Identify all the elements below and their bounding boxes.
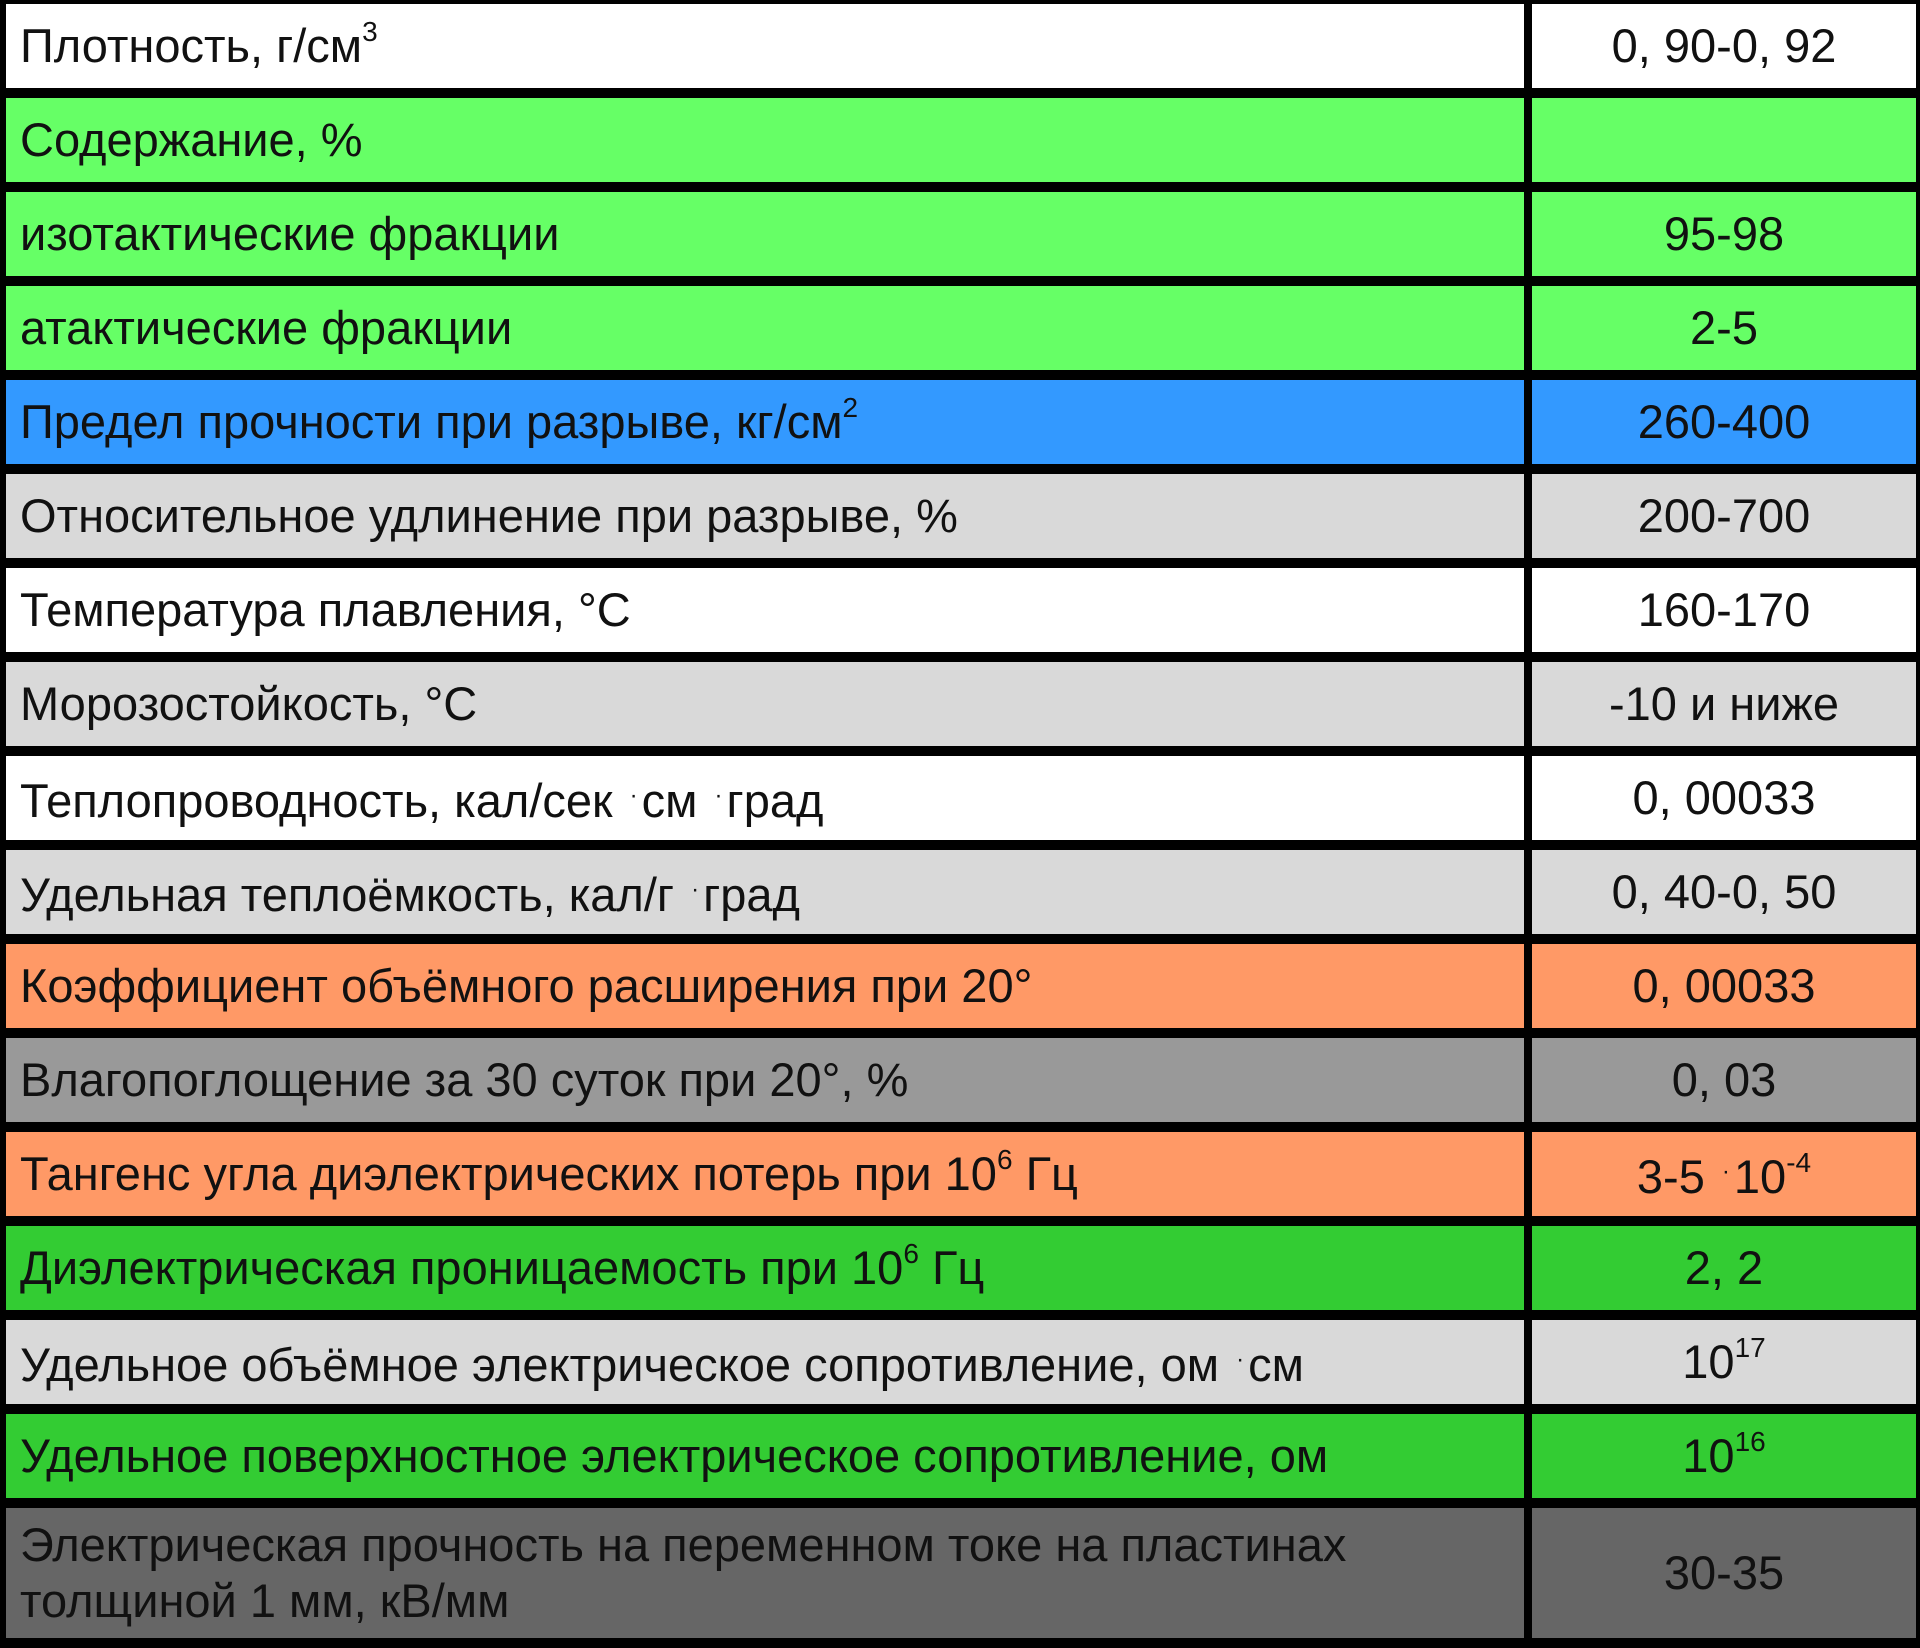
property-value: 0, 00033 [1532,756,1916,840]
property-value: 160-170 [1532,568,1916,652]
table-row [6,192,1916,276]
table-row [6,1508,1916,1638]
property-name: Удельное поверхностное электрическое сопротивление, ом [6,1414,1524,1498]
property-value: 2-5 [1532,286,1916,370]
table-row [6,286,1916,370]
property-value: 200-700 [1532,474,1916,558]
table-row [6,850,1916,934]
property-name: Диэлектрическая проницаемость при $10^6$ Гц [6,1226,1524,1310]
table-row [6,662,1916,746]
property-name: Предел прочности при разрыве, $кг/см^2$ [6,380,1524,464]
table-row [6,1320,1916,1404]
table-row [6,568,1916,652]
table-row [6,1226,1916,1310]
property-name: Электрическая прочность на переменном токе на пластинах толщиной 1 мм, кВ/мм [6,1508,1524,1638]
table-row [6,1132,1916,1216]
property-value: 2, 2 [1532,1226,1916,1310]
table-row [6,1414,1916,1498]
table-row [6,380,1916,464]
property-value: 0, 00033 [1532,944,1916,1028]
property-value: 0, 40-0, 50 [1532,850,1916,934]
property-name: Теплопроводность, кал/сек ·см ·град [6,756,1524,840]
property-name: Коэффициент объёмного расширения при 20° [6,944,1524,1028]
property-value: $10^{16}$ [1532,1414,1916,1498]
property-name: изотактические фракции [6,192,1524,276]
property-value [1532,98,1916,182]
table-row [6,756,1916,840]
table-row [6,1038,1916,1122]
property-name: Удельное объёмное электрическое сопротивление, ом ·см [6,1320,1524,1404]
property-name: Содержание, % [6,98,1524,182]
property-name: Удельная теплоёмкость, кал/г ·град [6,850,1524,934]
property-name: атактические фракции [6,286,1524,370]
property-name: Морозостойкость, °С [6,662,1524,746]
property-name: Относительное удлинение при разрыве, % [6,474,1524,558]
property-name: Плотность, $г/см^3$ [6,4,1524,88]
table-row [6,474,1916,558]
property-value: -10 и ниже [1532,662,1916,746]
property-name: Температура плавления, °С [6,568,1524,652]
property-name: Влагопоглощение за 30 суток при 20°, % [6,1038,1524,1122]
property-value: 260-400 [1532,380,1916,464]
property-value: 95-98 [1532,192,1916,276]
table-row [6,944,1916,1028]
property-name: Тангенс угла диэлектрических потерь при $10^6$ Гц [6,1132,1524,1216]
property-value: $10^{17}$ [1532,1320,1916,1404]
table-row [6,4,1916,88]
property-value: 0, 03 [1532,1038,1916,1122]
property-value: 3-5 $^\cdot 10^{-4}$ [1532,1132,1916,1216]
property-value: 30-35 [1532,1508,1916,1638]
table-row [6,98,1916,182]
property-value: 0, 90-0, 92 [1532,4,1916,88]
